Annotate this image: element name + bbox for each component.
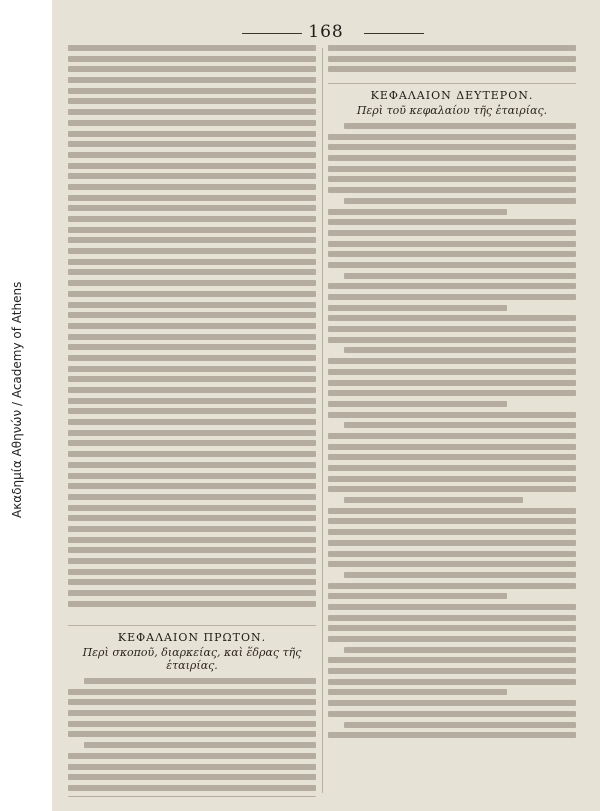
text-line <box>328 358 576 364</box>
text-line <box>328 529 576 535</box>
text-line <box>328 209 507 215</box>
text-line <box>68 699 316 705</box>
right-column-body-top <box>328 45 576 72</box>
text-line <box>68 131 316 137</box>
text-line <box>344 497 523 503</box>
text-line <box>68 323 316 329</box>
text-line <box>68 205 316 211</box>
left-column-body-top <box>68 45 316 607</box>
text-line <box>68 248 316 254</box>
text-line <box>328 476 576 482</box>
text-line <box>68 764 316 770</box>
chapter-one-body <box>68 678 316 797</box>
text-line <box>68 291 316 297</box>
text-line <box>328 294 576 300</box>
text-line <box>68 227 316 233</box>
text-line <box>328 251 576 257</box>
scanned-page <box>52 0 600 811</box>
text-line <box>328 326 576 332</box>
text-line <box>344 647 576 653</box>
text-line <box>328 56 576 62</box>
text-line <box>328 657 576 663</box>
text-line <box>328 187 576 193</box>
text-line <box>68 280 316 286</box>
text-line <box>328 155 576 161</box>
text-line <box>328 508 576 514</box>
text-line <box>68 547 316 553</box>
text-line <box>328 604 576 610</box>
text-line <box>68 173 316 179</box>
text-line <box>68 237 316 243</box>
text-line <box>68 366 316 372</box>
text-line <box>328 615 576 621</box>
text-line <box>328 433 576 439</box>
text-line <box>328 390 576 396</box>
chapter-one-heading: ΚΕΦΑΛΑΙΟΝ ΠΡΩΤΟΝ. <box>117 631 267 644</box>
text-line <box>68 109 316 115</box>
text-line <box>328 444 576 450</box>
chapter-one-section <box>68 625 316 797</box>
text-line <box>328 45 576 51</box>
archive-sidebar <box>0 0 48 811</box>
text-line <box>84 742 316 748</box>
text-line <box>328 283 576 289</box>
text-line <box>328 518 576 524</box>
text-line <box>68 721 316 727</box>
text-line <box>328 625 576 631</box>
text-line <box>328 305 507 311</box>
text-line <box>344 198 576 204</box>
text-line <box>68 569 316 575</box>
text-line <box>68 796 316 797</box>
text-line <box>68 344 316 350</box>
text-line <box>68 184 316 190</box>
text-line <box>68 462 316 468</box>
text-line <box>328 337 576 343</box>
text-line <box>68 731 316 737</box>
chapter-one-subheading: Περὶ σκοποῦ, διαρκείας, καὶ ἕδρας τῆς ἑταιρίας. <box>82 646 302 672</box>
text-line <box>68 785 316 791</box>
text-line <box>328 465 576 471</box>
text-line <box>328 689 507 695</box>
text-line <box>68 408 316 414</box>
text-line <box>68 163 316 169</box>
text-line <box>68 259 316 265</box>
text-line <box>328 401 507 407</box>
text-line <box>68 419 316 425</box>
page-number: 168 <box>308 22 344 42</box>
text-line <box>328 561 576 567</box>
text-line <box>68 483 316 489</box>
text-line <box>68 473 316 479</box>
text-line <box>68 66 316 72</box>
text-line <box>328 369 576 375</box>
column-divider <box>322 48 323 793</box>
text-line <box>68 141 316 147</box>
text-line <box>328 380 576 386</box>
text-line <box>68 515 316 521</box>
text-line <box>68 526 316 532</box>
text-line <box>328 540 576 546</box>
text-line <box>68 195 316 201</box>
text-line <box>68 774 316 780</box>
chapter-two-section <box>328 83 576 738</box>
text-line <box>68 355 316 361</box>
text-line <box>68 312 316 318</box>
text-line <box>328 144 576 150</box>
text-line <box>344 273 576 279</box>
text-line <box>68 376 316 382</box>
text-line <box>68 440 316 446</box>
text-line <box>68 590 316 596</box>
text-line <box>328 636 576 642</box>
text-line <box>68 689 316 695</box>
text-line <box>84 678 316 684</box>
text-line <box>68 579 316 585</box>
text-line <box>328 262 576 268</box>
text-line <box>328 679 576 685</box>
text-line <box>328 486 576 492</box>
text-line <box>344 572 576 578</box>
text-line <box>68 152 316 158</box>
text-line <box>68 494 316 500</box>
text-line <box>68 269 316 275</box>
right-column <box>328 45 576 797</box>
left-column <box>68 45 316 797</box>
text-line <box>68 88 316 94</box>
text-line <box>68 387 316 393</box>
text-line <box>344 347 576 353</box>
text-line <box>328 593 507 599</box>
text-line <box>328 668 576 674</box>
text-line <box>344 123 576 129</box>
text-line <box>68 77 316 83</box>
text-line <box>328 551 576 557</box>
text-line <box>68 216 316 222</box>
text-line <box>68 558 316 564</box>
text-line <box>68 710 316 716</box>
text-line <box>68 398 316 404</box>
text-line <box>328 315 576 321</box>
text-line <box>328 219 576 225</box>
text-line <box>68 120 316 126</box>
text-line <box>68 753 316 759</box>
chapter-two-heading: ΚΕΦΑΛΑΙΟΝ ΔΕΥΤΕΡΟΝ. <box>370 89 534 102</box>
text-line <box>328 412 576 418</box>
archive-watermark: Ακαδημία Αθηνών / Academy of Athens <box>10 281 24 519</box>
text-line <box>328 166 576 172</box>
text-line <box>328 134 576 140</box>
text-line <box>328 176 576 182</box>
text-line <box>68 537 316 543</box>
text-line <box>68 45 316 51</box>
text-line <box>68 56 316 62</box>
text-line <box>68 334 316 340</box>
chapter-two-subheading: Περὶ τοῦ κεφαλαίου τῆς ἑταιρίας. <box>356 104 548 117</box>
text-line <box>68 601 316 607</box>
text-line <box>68 302 316 308</box>
text-line <box>328 66 576 72</box>
text-line <box>328 583 576 589</box>
text-line <box>68 430 316 436</box>
text-line <box>328 230 576 236</box>
text-line <box>328 454 576 460</box>
text-line <box>328 711 576 717</box>
page-number-rule-right <box>364 33 424 34</box>
text-line <box>344 722 576 728</box>
text-line <box>328 732 576 738</box>
chapter-two-body <box>328 123 576 738</box>
text-line <box>68 98 316 104</box>
text-line <box>328 241 576 247</box>
text-line <box>68 505 316 511</box>
text-line <box>328 700 576 706</box>
text-line <box>68 451 316 457</box>
text-line <box>344 422 576 428</box>
